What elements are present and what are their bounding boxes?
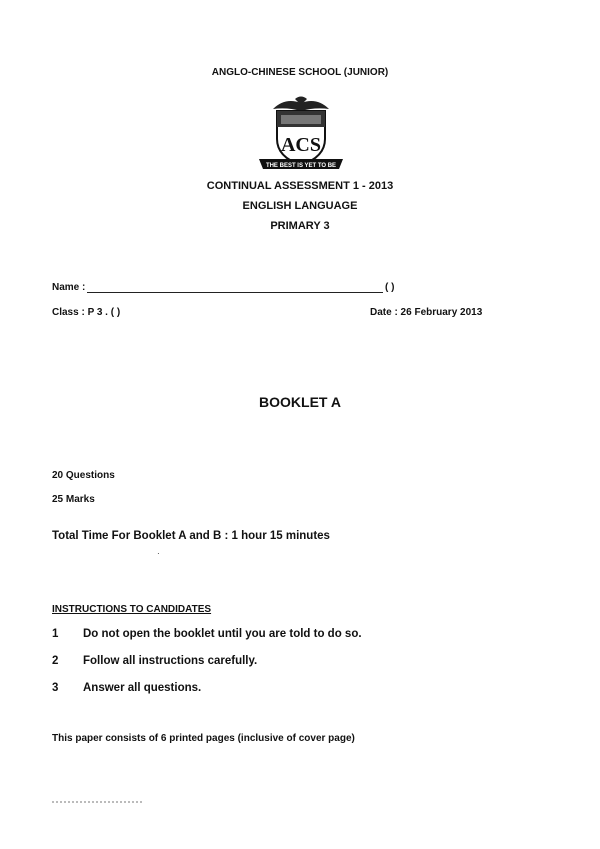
marks-count: 25 Marks [52,494,95,505]
instruction-text: Follow all instructions carefully. [83,655,258,667]
name-field-line[interactable] [87,292,383,293]
assessment-title: CONTINUAL ASSESSMENT 1 - 2013 [206,180,394,192]
instruction-text: Answer all questions. [83,682,202,694]
stray-mark: · [157,549,160,558]
crest-initials: ACS [280,134,322,156]
school-name: ANGLO-CHINESE SCHOOL (JUNIOR) [211,67,389,78]
instructions-heading: INSTRUCTIONS TO CANDIDATES [52,604,212,615]
level-title: PRIMARY 3 [270,220,330,232]
question-count: 20 Questions [52,470,115,481]
instruction-number: 3 [52,682,59,694]
instruction-text: Do not open the booklet until you are told to do so. [83,628,362,640]
register-number-field[interactable]: ( ) [385,282,395,293]
school-crest-icon [255,95,347,175]
instruction-number: 2 [52,655,59,667]
instruction-number: 1 [52,628,59,640]
crest-motto: THE BEST IS YET TO BE [265,163,337,169]
total-time: Total Time For Booklet A and B : 1 hour 15 minutes [52,530,330,542]
name-label: Name : [52,282,86,293]
page-count-note: This paper consists of 6 printed pages (inclusive of cover page) [52,733,355,744]
class-label: Class : P 3 . ( ) [52,307,121,318]
booklet-title: BOOKLET A [259,394,341,410]
faded-footer-code [52,799,142,803]
date-label: Date : 26 February 2013 [370,307,483,318]
subject-title: ENGLISH LANGUAGE [242,200,358,212]
